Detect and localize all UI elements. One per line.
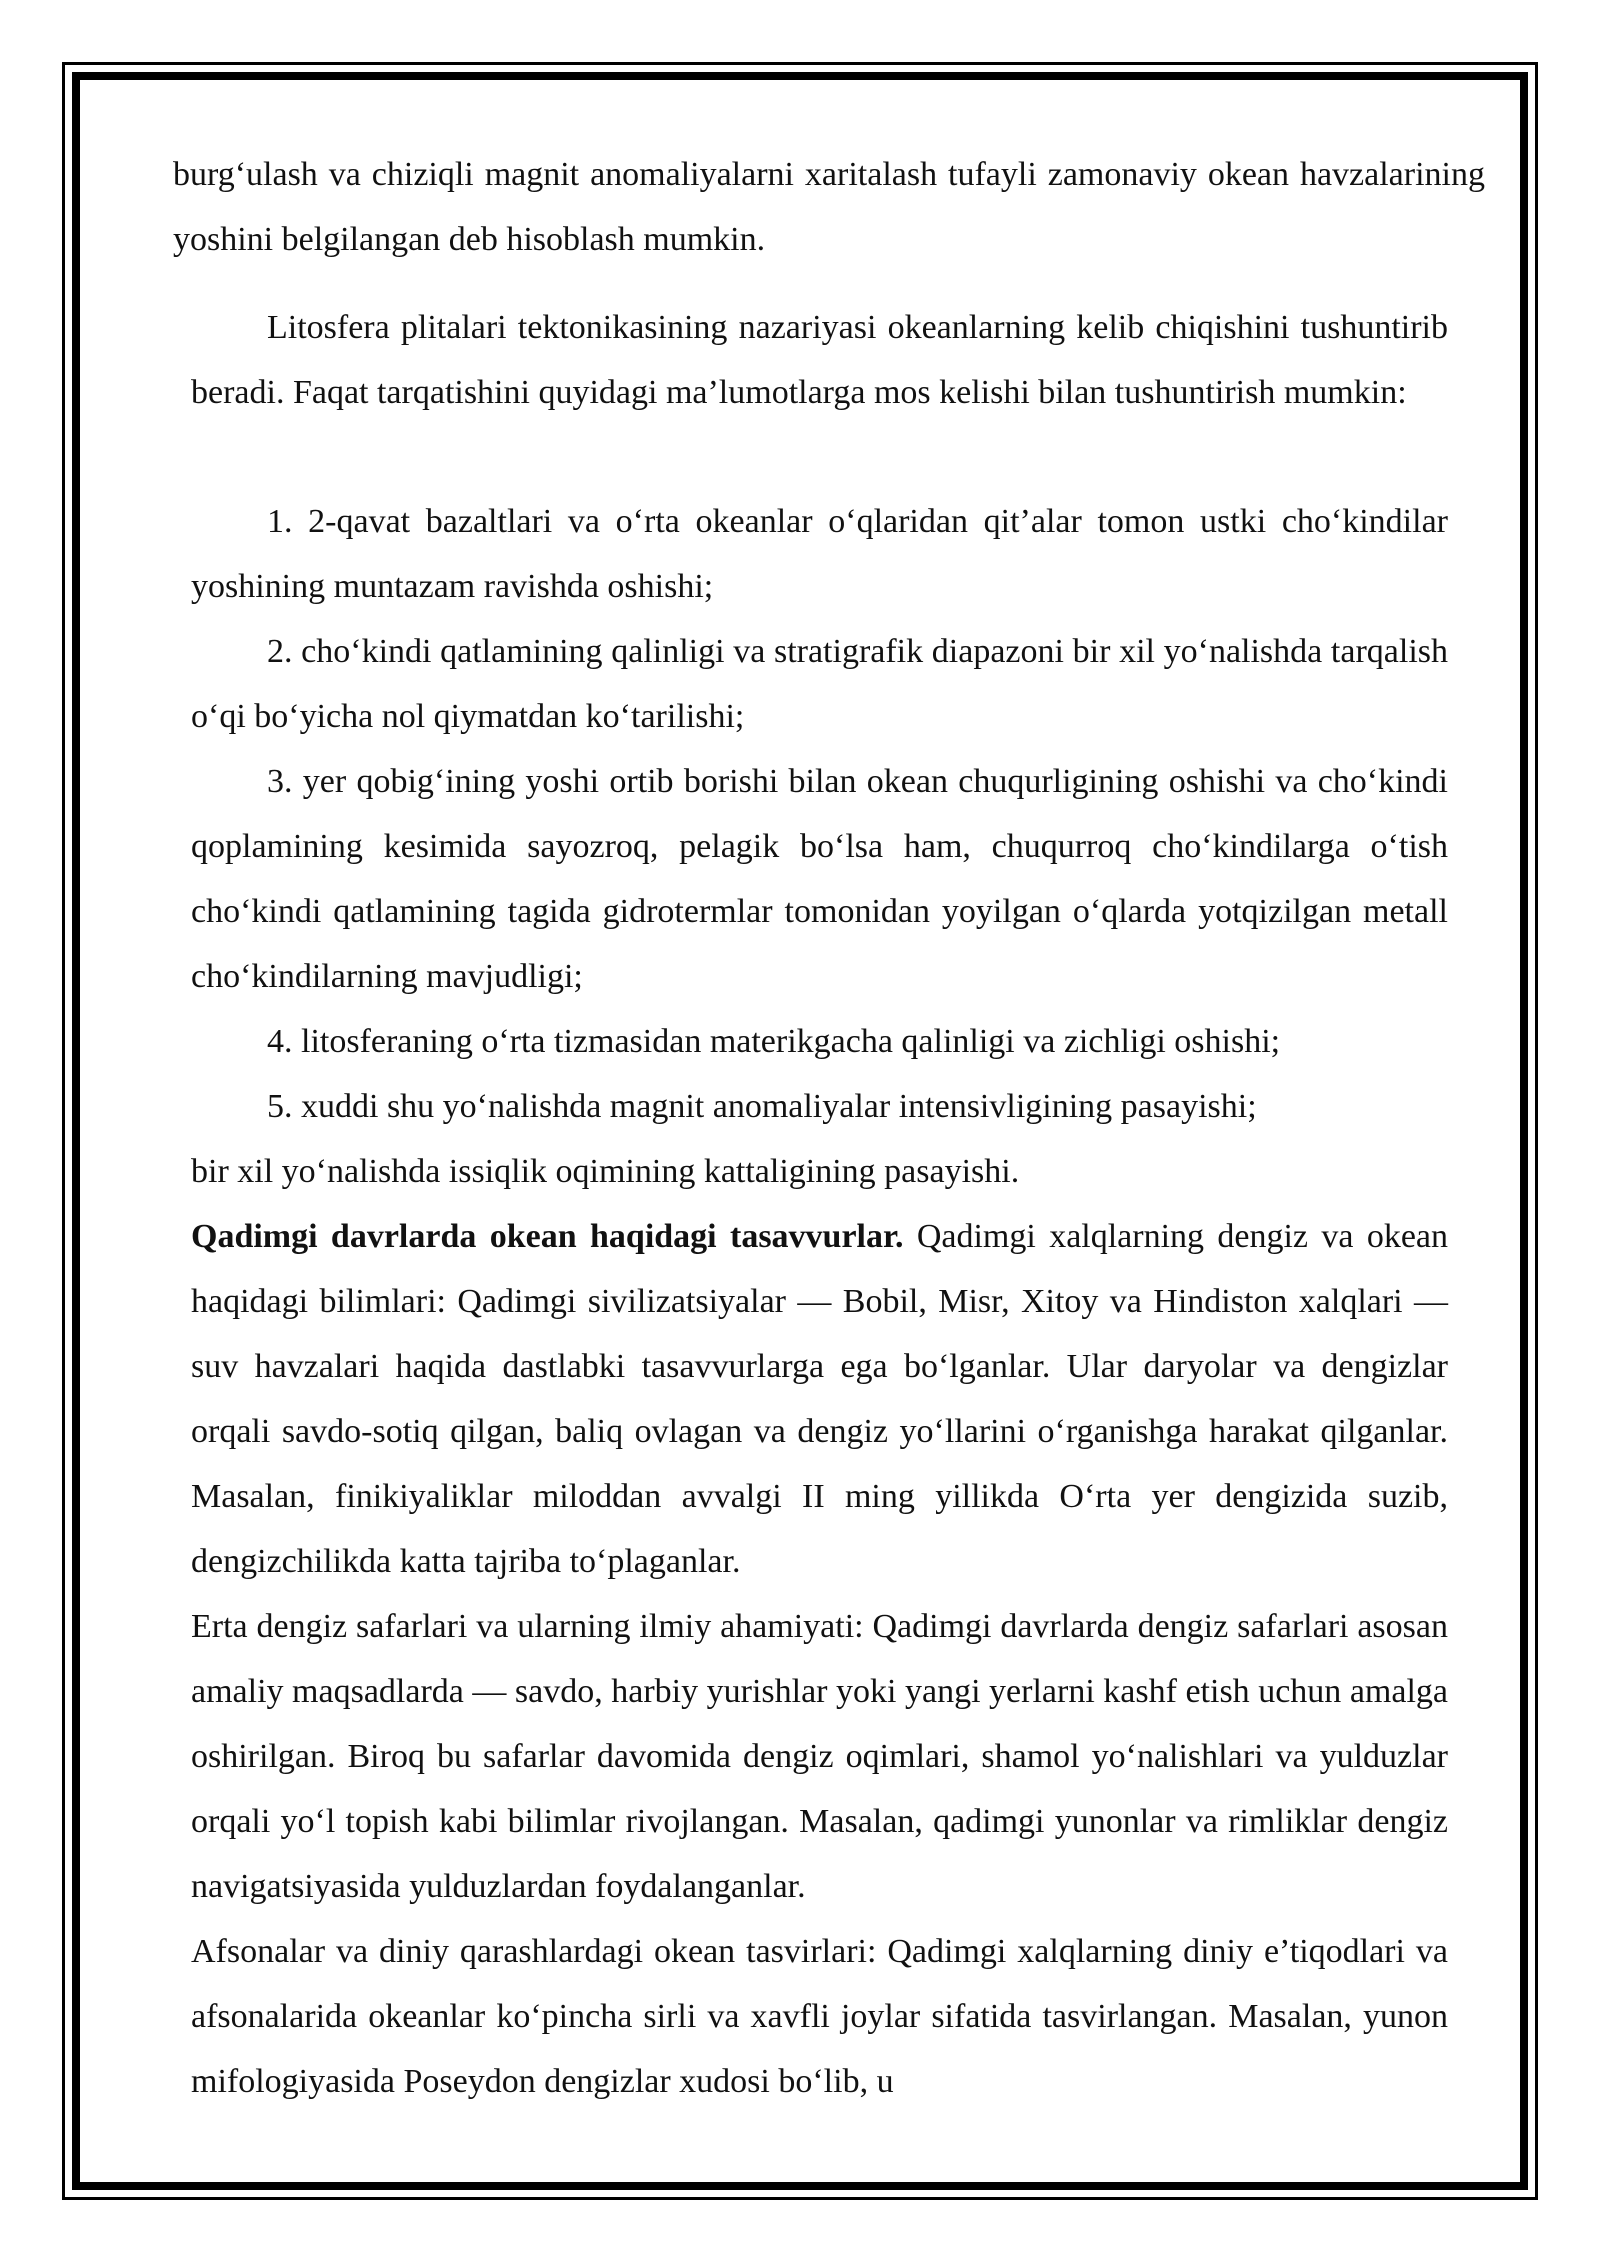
paragraph-litosfera: Litosfera plitalari tektonikasining nazariyasi okeanlarning kelib chiqishini tushuntirib beradi. Faqat tarqatishini quyidagi ma’lumotlarga mos kelishi bilan tushuntirish mumkin: — [191, 309, 1448, 411]
section-paragraph-3: Afsonalar va diniy qarashlardagi okean tasvirlari: Qadimgi xalqlarning diniy e’tiqodlari va afsonalarida okeanlar ko‘pincha sirli va xavfli joylar sifatida tasvirlangan. Masalan, yunon mifologiyasida Poseydon dengizlar xudosi bo‘lib, u — [191, 1933, 1448, 2100]
section-paragraph-2: Erta dengiz safarlari va ularning ilmiy ahamiyati: Qadimgi davrlarda dengiz safarlari asosan amaliy maqsadlarda — savdo, harbiy yurishlar yoki yangi yerlarni kashf etish uchun amalga oshirilgan. Biroq bu safarlar davomida dengiz oqimlari, shamol yo‘nalishlari va yulduzlar orqali yo‘l topish kabi bilimlar rivojlangan. Masalan, qadimgi yunonlar va rimliklar dengiz navigatsiyasida yulduzlardan foydalanganlar. — [191, 1608, 1448, 1905]
list-item: 3. yer qobig‘ining yoshi ortib borishi bilan okean chuqurligining oshishi va cho‘kindi qoplamining kesimida sayozroq, pelagik bo‘lsa ham, chuqurroq cho‘kindilarga o‘tish cho‘kindi qatlamining tagida gidrotermlar tomonidan yoyilgan o‘qlarda yotqizilgan metall cho‘kindilarning mavjudligi; — [191, 763, 1448, 995]
list-item: 5. xuddi shu yo‘nalishda magnit anomaliyalar intensivligining pasayishi; — [267, 1088, 1257, 1125]
list-item: 2. cho‘kindi qatlamining qalinligi va stratigrafik diapazoni bir xil yo‘nalishda tarqalish o‘qi bo‘yicha nol qiymatdan ko‘tarilishi; — [191, 633, 1448, 735]
list-item: 4. litosferaning o‘rta tizmasidan materikgacha qalinligi va zichligi oshishi; — [267, 1023, 1281, 1060]
paragraph-continuation: burg‘ulash va chiziqli magnit anomaliyalarni xaritalash tufayli zamonaviy okean havzalarining yoshini belgilangan deb hisoblash mumkin. — [173, 156, 1485, 258]
section-paragraph-1: Qadimgi xalqlarning dengiz va okean haqidagi bilimlari: Qadimgi sivilizatsiyalar — Bobil, Misr, Xitoy va Hindiston xalqlari — suv havzalari haqida dastlabki tasavvurlarga ega bo‘lganlar. Ular daryolar va dengizlar orqali savdo-sotiq qilgan, baliq ovlagan va dengiz yo‘llarini o‘rganishga harakat qilganlar. Masalan, finikiyaliklar miloddan avvalgi II ming yillikda O‘rta yer dengizida suzib, dengizchilikda katta tajriba to‘plaganlar. — [191, 1218, 1449, 1580]
list-item: bir xil yo‘nalishda issiqlik oqimining kattaligining pasayishi. — [191, 1153, 1020, 1190]
section-heading: Qadimgi davrlarda okean haqidagi tasavvurlar. — [191, 1218, 904, 1255]
list-item: 1. 2-qavat bazaltlari va o‘rta okeanlar o‘qlaridan qit’alar tomon ustki cho‘kindilar yoshining muntazam ravishda oshishi; — [191, 503, 1448, 605]
section-paragraph-ancient-knowledge — [191, 1204, 1448, 1594]
